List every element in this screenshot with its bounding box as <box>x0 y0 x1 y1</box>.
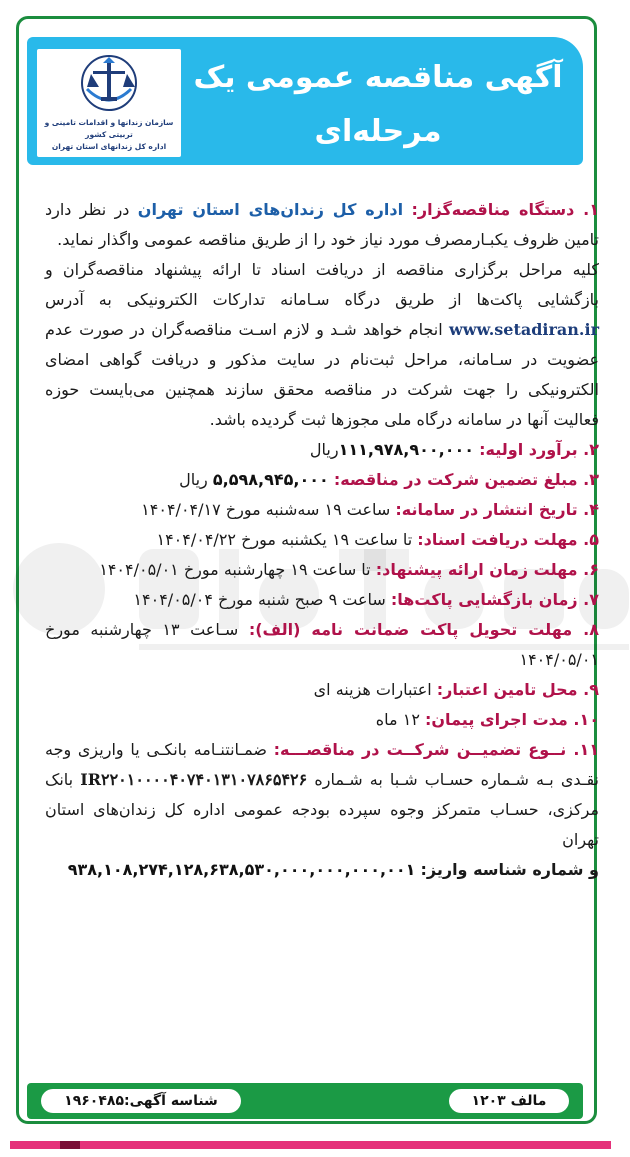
logo-caption <box>41 117 177 153</box>
item-8-label: ۸. مهلت تحویل پاکت ضمانت نامه (الف): <box>248 620 600 639</box>
notice-title <box>193 51 563 213</box>
setadiran-link[interactable]: www.setadiran.ir <box>449 320 599 339</box>
item-11 <box>45 735 599 855</box>
deposit-id-row <box>45 855 599 885</box>
item-1-label: ۱. دستگاه مناقصه‌گزار: <box>411 200 599 219</box>
item-7 <box>45 585 599 615</box>
notice-header <box>27 37 583 203</box>
item-3-label: ۳. مبلغ تضمین شرکت در مناقصه: <box>333 470 599 489</box>
procedure-text-a: کلیه مراحل برگزاری مناقصه از دریافت اسناد تا ارائه پیشنهاد مناقصه‌گران و بازگشایی پاکت‌ها از طریق درگاه سـامانه تدارکات الکترونیکی به آدرس <box>45 260 599 309</box>
item-4-label: ۴. تاریخ انتشار در سامانه: <box>395 500 599 519</box>
item-10 <box>45 705 599 735</box>
item-11-text-b: بانک مرکزی، حسـاب متمرکز وجوه سپرده بودجه عمومی اداره کل زندان‌های استان تهران <box>45 770 599 849</box>
item-1-org: اداره کل زندان‌های استان تهران <box>137 200 404 219</box>
item-8 <box>45 615 599 675</box>
item-3-unit: ریال <box>179 470 208 489</box>
item-5-value: تا ساعت ۱۹ یکشنبه مورخ ۱۴۰۴/۰۴/۲۲ <box>156 530 413 549</box>
item-2-label: ۲. برآورد اولیه: <box>479 440 599 459</box>
item-3-value: ۵,۵۹۸,۹۴۵,۰۰۰ <box>212 470 329 489</box>
title-line-2: ظروف یک‌بار مصرف <box>230 169 526 203</box>
organization-logo <box>37 49 181 157</box>
ad-id-badge: شناسه آگهی:۱۹۶۰۴۸۵ <box>41 1089 241 1113</box>
logo-caption-line-1: سازمان زندانها و اقدامات تامینی و تربیتی کشور <box>44 118 174 139</box>
code-badge: مالف ۱۲۰۳ <box>449 1089 569 1113</box>
item-11-label: ۱۱. نــوع تضمیــن شرکــت در مناقصـــه: <box>273 740 599 759</box>
item-6 <box>45 555 599 585</box>
title-line-1: آگهی مناقصه عمومی یک مرحله‌ای <box>193 60 563 149</box>
item-2-unit: ریال <box>309 440 339 459</box>
item-6-value: تا ساعت ۱۹ چهارشنبه مورخ ۱۴۰۴/۰۵/۰۱ <box>99 560 371 579</box>
iban-number: IR۲۲۰۱۰۰۰۰۴۰۷۴۰۱۳۱۰۷۸۶۵۴۲۶ <box>80 770 308 789</box>
item-1 <box>45 195 599 255</box>
notice-body <box>45 195 599 885</box>
bottom-accent-bar <box>10 1141 611 1149</box>
item-9 <box>45 675 599 705</box>
item-9-value: اعتبارات هزینه ای <box>313 680 432 699</box>
item-5-label: ۵. مهلت دریافت اسناد: <box>417 530 599 549</box>
bottom-accent-mark <box>60 1141 80 1149</box>
item-10-label: ۱۰. مدت اجرای پیمان: <box>425 710 599 729</box>
logo-caption-line-2: اداره کل زندانهای استان تهران <box>51 142 167 151</box>
item-4-value: ساعت ۱۹ سه‌شنبه مورخ ۱۴۰۴/۰۴/۱۷ <box>141 500 391 519</box>
item-3 <box>45 465 599 495</box>
item-9-label: ۹. محل تامین اعتبار: <box>436 680 599 699</box>
notice-frame <box>16 16 600 1124</box>
procedure-text-b: انجام خواهد شـد و لازم اسـت مناقصه‌گران در صورت عدم عضویت در سـامانه، مراحل ثبت‌نام در سایت مذکور و دریافت گواهی امضای الکترونیکی را جهت شرکت در مناقصه محقق سازند همچنین می‌بایست حوزه فعالیت آنها در سامانه درگاه ملی مجوزها ثبت گردیده باشد. <box>45 320 599 429</box>
item-10-value: ۱۲ ماه <box>375 710 420 729</box>
item-1-text: در نظر دارد تامین ظروف یکبـارمصرف مورد نیاز خود را از طریق مناقصه عمومی واگذار نماید. <box>45 200 599 249</box>
item-8-value: سـاعت ۱۳ چهارشنبه مورخ ۱۴۰۴/۰۵/۰۱ <box>45 620 599 669</box>
item-2 <box>45 435 599 465</box>
emblem-icon <box>77 53 141 115</box>
item-5 <box>45 525 599 555</box>
item-6-label: ۶. مهلت زمان ارائه پیشنهاد: <box>375 560 599 579</box>
item-2-value: ۱۱۱,۹۷۸,۹۰۰,۰۰۰ <box>338 440 475 459</box>
item-11-text-a: ضمـانتنـامه بانکـی یا واریزی وجه نقـدی بـه شـماره حسـاب شـبا به شـماره <box>45 740 599 789</box>
procedure-paragraph <box>45 255 599 435</box>
deposit-id-value: ۹۳۸,۱۰۸,۲۷۴,۱۲۸,۶۳۸,۵۳۰,۰۰۰,۰۰۰,۰۰۰,۰۰۱ <box>67 860 416 879</box>
item-4 <box>45 495 599 525</box>
deposit-id-label: و شماره شناسه واریز: <box>420 860 599 879</box>
item-7-value: ساعت ۹ صبح شنبه مورخ ۱۴۰۴/۰۵/۰۴ <box>133 590 386 609</box>
item-7-label: ۷. زمان بازگشایی پاکت‌ها: <box>390 590 599 609</box>
notice-footer <box>27 1083 583 1119</box>
